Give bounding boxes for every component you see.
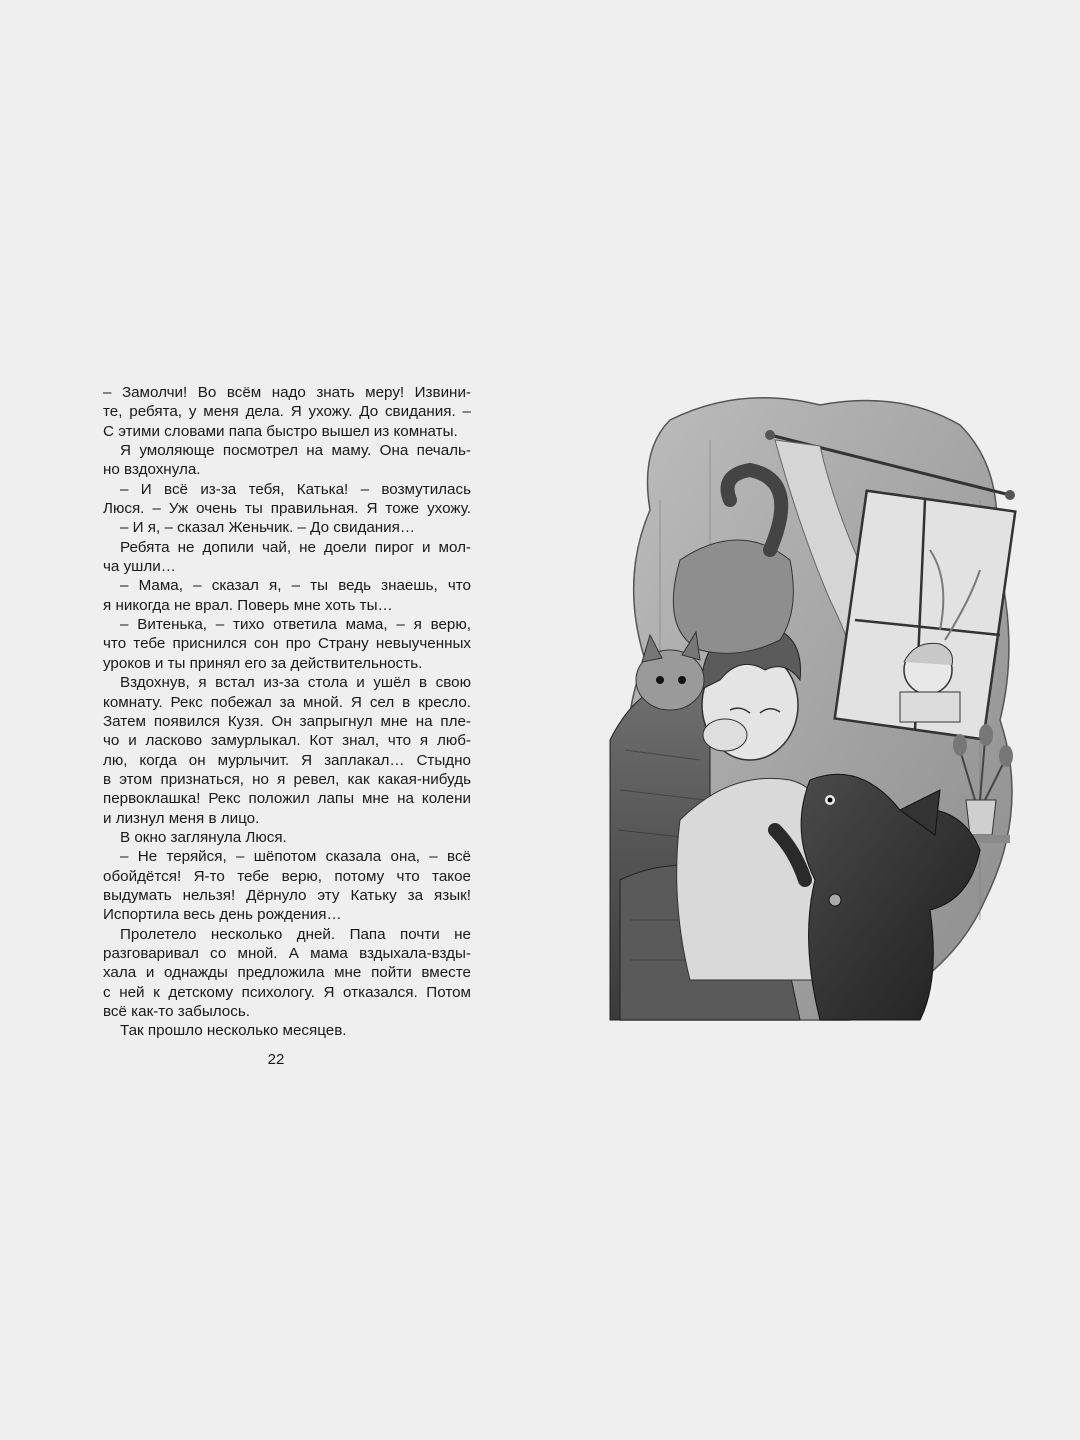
text-line: Люся. – Уж очень ты правильная. Я тоже ухожу. [103, 500, 471, 518]
text-line: Ребята не допили чай, не доели пирог и мол- [120, 538, 471, 556]
text-line: разговаривал со мной. А мама вздыхала-взды- [103, 944, 471, 962]
text-line: уроков и ты принял его за действительность. [103, 654, 423, 672]
text-line: всё как-то забылось. [103, 1003, 250, 1020]
text-line: те, ребята, у меня дела. Я ухожу. До свидания. – [103, 403, 471, 421]
text-line: в этом признаться, но я ревел, как какая-нибудь [103, 770, 471, 788]
text-line: хала и однажды предложила мне пойти вместе [103, 964, 471, 982]
text-line: Так прошло несколько месяцев. [120, 1022, 347, 1040]
text-line: – Витенька, – тихо ответила мама, – я верю, [120, 616, 471, 634]
text-line: ча ушли… [103, 558, 176, 576]
text-line: чо и ласково замурлыкал. Кот знал, что я люб- [103, 732, 471, 750]
illustration-boy-cat-dog-icon [600, 380, 1030, 1030]
text-line: Пролетело несколько дней. Папа почти не [120, 925, 471, 943]
text-line: Испортила весь день рождения… [103, 906, 342, 924]
text-line: – Замолчи! Во всём надо знать меру! Извини- [103, 384, 471, 401]
text-line: но вздохнула. [103, 461, 201, 479]
text-column [103, 383, 471, 1041]
text-line: первоклашка! Рекс положил лапы мне на колени [103, 790, 471, 808]
page-number: 22 [267, 1051, 285, 1068]
text-line: Затем появился Кузя. Он запрыгнул мне на пле- [103, 712, 471, 730]
text-line: – И всё из-за тебя, Катька! – возмутилась [120, 480, 471, 498]
text-line: я никогда не врал. Поверь мне хоть ты… [103, 596, 393, 614]
text-line: – И я, – сказал Женьчик. – До свидания… [120, 519, 416, 537]
text-line: С этими словами папа быстро вышел из комнаты. [103, 422, 458, 440]
text-line: – Не теряйся, – шёпотом сказала она, – всё [120, 848, 471, 866]
text-line: комнату. Рекс побежал за мной. Я сел в кресло. [103, 693, 471, 711]
text-line: с ней к детскому психологу. Я отказался. Потом [103, 983, 471, 1001]
text-line: – Мама, – сказал я, – ты ведь знаешь, что [120, 577, 471, 595]
text-line: обойдётся! Я-то тебе верю, потому что такое [103, 867, 471, 885]
text-line: В окно заглянула Люся. [120, 828, 287, 846]
text-line: и лизнул меня в лицо. [103, 809, 260, 827]
text-line: Вздохнув, я встал из-за стола и ушёл в свою [120, 674, 471, 692]
text-line: Я умоляюще посмотрел на маму. Она печаль- [120, 442, 471, 460]
text-line: лю, когда он мурлычит. Я заплакал… Стыдно [103, 751, 471, 769]
text-line: выдумать нельзя! Дёрнуло эту Катьку за язык! [103, 886, 471, 904]
text-line: что тебе приснился сон про Страну невыученных [103, 635, 471, 653]
